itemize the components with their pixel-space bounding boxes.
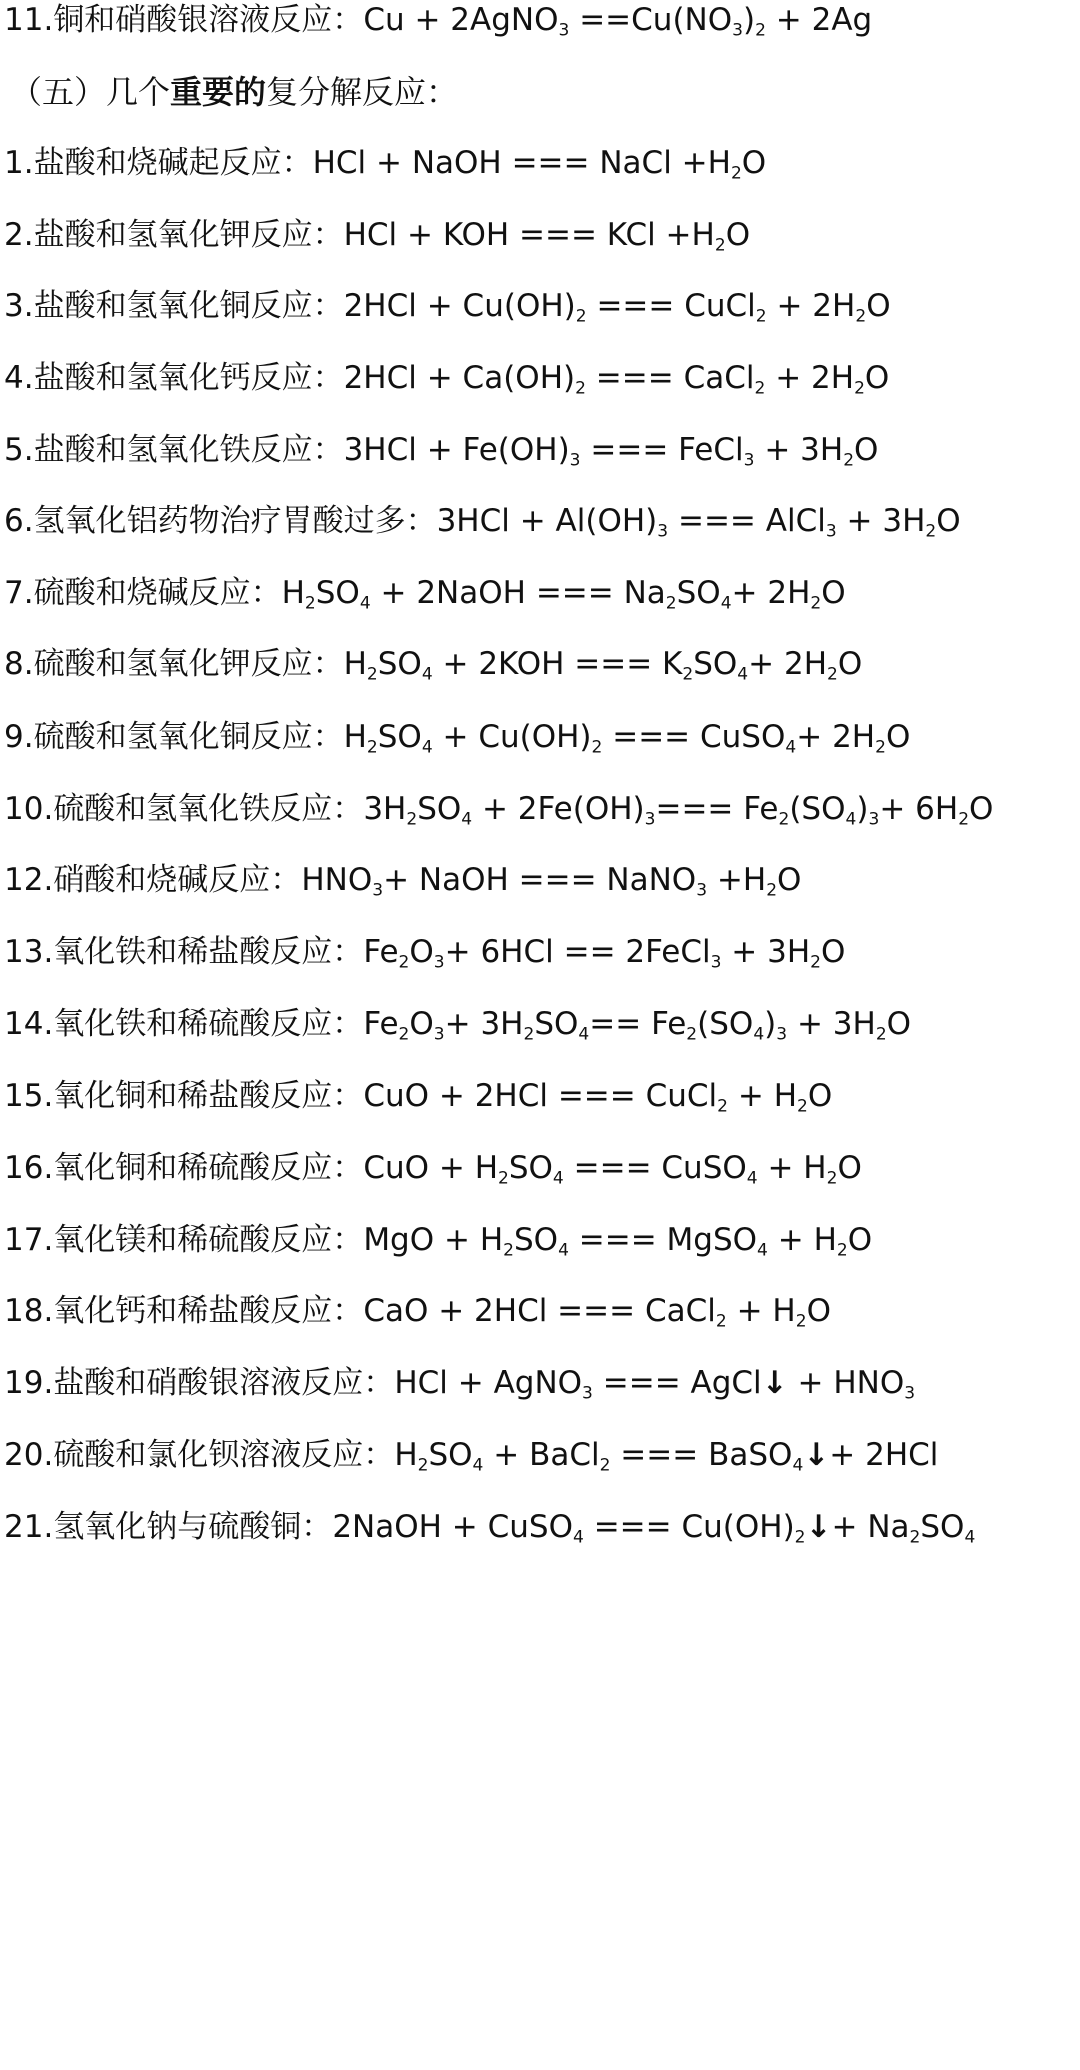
heading-emphasis: 重要的 bbox=[170, 73, 267, 111]
chemical-equation: $2HCl + Cu(OH)_2$ === CuCl$_2$ + $2H_2O$ bbox=[343, 288, 891, 327]
subscript: 2 bbox=[591, 737, 603, 758]
subscript: 2 bbox=[304, 593, 316, 614]
reaction-name: 硫酸和烧碱反应： bbox=[33, 575, 282, 611]
reaction-line bbox=[4, 205, 750, 265]
reaction-line bbox=[4, 1497, 975, 1557]
subscript: 2 bbox=[827, 664, 838, 685]
heading-suffix: 复分解反应： bbox=[266, 73, 459, 111]
reaction-number: 17. bbox=[4, 1222, 54, 1258]
reaction-name: 氢氧化钠与硫酸铜： bbox=[53, 1509, 333, 1545]
chemical-equation: CuO + $H_2SO_4$ === CuSO$_4$ + $H_2O$ bbox=[363, 1150, 862, 1189]
chemical-equation: $Fe_2O_3+ 3H_2SO_4== Fe_2(SO_4)_3 + 3H_2O$ bbox=[363, 1006, 912, 1045]
subscript: 4 bbox=[785, 737, 797, 758]
reaction-number: 7. bbox=[4, 575, 34, 611]
reaction-line bbox=[4, 922, 845, 982]
subscript: 2 bbox=[398, 1024, 410, 1045]
subscript: 3 bbox=[696, 880, 708, 901]
subscript: 2 bbox=[836, 1240, 848, 1261]
chemical-equation: $3HCl + Fe(OH)_3$ === FeCl$_3$ + $3H_2O$ bbox=[343, 432, 879, 471]
chemical-equation: $H_2SO_4 + 2KOH$ === $K_2SO_4+ 2H_2O$ bbox=[343, 646, 863, 685]
subscript: 2 bbox=[682, 664, 694, 685]
subscript: 4 bbox=[753, 1024, 765, 1045]
subscript: 2 bbox=[766, 880, 778, 901]
chemical-equation: CuO + 2HCl === CuCl$_2$ + $H_2O$ bbox=[363, 1078, 833, 1117]
subscript: 3 bbox=[433, 952, 445, 973]
reaction-name: 氧化钙和稀盐酸反应： bbox=[53, 1293, 364, 1329]
subscript: 4 bbox=[578, 1024, 590, 1045]
reaction-name: 硫酸和氯化钡溶液反应： bbox=[53, 1437, 395, 1473]
reaction-name: 氧化铜和稀硫酸反应： bbox=[53, 1150, 364, 1186]
reaction-number: 5. bbox=[4, 432, 34, 468]
subscript: 4 bbox=[746, 1168, 758, 1189]
subscript: 3 bbox=[558, 20, 570, 41]
subscript: 2 bbox=[958, 809, 970, 830]
reaction-number: 21. bbox=[4, 1509, 54, 1545]
chemical-equation: HCl + KOH === KCl $+H_2O$ bbox=[343, 217, 751, 256]
reaction-line bbox=[4, 1066, 832, 1126]
chemical-equation: HCl + AgNO$_3$ === AgCl↓ + $HNO_3$ bbox=[394, 1365, 916, 1404]
subscript: 4 bbox=[461, 809, 473, 830]
subscript: 3 bbox=[657, 521, 669, 542]
precipitate-arrow-icon: ↓ bbox=[761, 1365, 788, 1401]
reaction-name: 硫酸和氢氧化钾反应： bbox=[33, 646, 344, 682]
reaction-line bbox=[4, 634, 862, 694]
reaction-number: 4. bbox=[4, 360, 34, 396]
subscript: 2 bbox=[875, 1024, 887, 1045]
reaction-name: 盐酸和氢氧化铁反应： bbox=[33, 432, 344, 468]
chemical-equation: $Fe_2O_3+ 6HCl$ == 2FeCl$_3$ + $3H_2O$ bbox=[363, 934, 846, 973]
subscript: 2 bbox=[778, 809, 790, 830]
subscript: 4 bbox=[845, 809, 857, 830]
subscript: 2 bbox=[417, 1455, 429, 1476]
subscript: 3 bbox=[743, 450, 755, 471]
chemical-equation: $H_2SO_4$ + 2NaOH === $Na_2SO_4+ 2H_2O$ bbox=[281, 575, 846, 614]
subscript: 3 bbox=[582, 1383, 593, 1404]
reaction-number: 11. bbox=[4, 2, 54, 38]
subscript: 4 bbox=[964, 1527, 976, 1548]
reaction-number: 19. bbox=[4, 1365, 54, 1401]
reaction-line bbox=[4, 563, 846, 623]
subscript: 2 bbox=[715, 1311, 727, 1332]
subscript: 4 bbox=[573, 1527, 584, 1548]
subscript: 2 bbox=[575, 378, 586, 399]
reaction-name: 盐酸和硝酸银溶液反应： bbox=[53, 1365, 395, 1401]
reaction-number: 14. bbox=[4, 1006, 54, 1042]
chemical-equation: MgO + $H_2SO_4$ === MgSO$_4$ + $H_2O$ bbox=[363, 1222, 873, 1261]
reaction-line bbox=[4, 348, 889, 408]
subscript: 3 bbox=[732, 20, 743, 41]
reaction-name: 硫酸和氢氧化铁反应： bbox=[53, 791, 364, 827]
subscript: 4 bbox=[472, 1455, 484, 1476]
chemical-equation: $3H_2SO_4 + 2Fe(OH)_3=== Fe_2(SO_4)_3+ 6H_2O$ bbox=[363, 791, 994, 830]
reaction-number: 6. bbox=[4, 503, 34, 539]
subscript: 2 bbox=[717, 1096, 729, 1117]
subscript: 2 bbox=[398, 952, 410, 973]
reaction-line bbox=[4, 779, 993, 839]
reaction-line bbox=[4, 276, 891, 336]
subscript: 4 bbox=[792, 1455, 804, 1476]
subscript: 2 bbox=[575, 306, 587, 327]
subscript: 2 bbox=[498, 1168, 509, 1189]
subscript: 2 bbox=[665, 593, 677, 614]
precipitate-arrow-icon: ↓ bbox=[803, 1437, 830, 1473]
subscript: 2 bbox=[755, 306, 767, 327]
reaction-name: 盐酸和烧碱起反应： bbox=[33, 145, 313, 181]
reaction-number: 12. bbox=[4, 862, 54, 898]
subscript: 4 bbox=[421, 664, 433, 685]
chemical-equation: 2NaOH + CuSO$_4$ === $Cu(OH)_2↓+ Na_2SO_4$ bbox=[332, 1509, 976, 1548]
subscript: 2 bbox=[730, 163, 742, 184]
subscript: 2 bbox=[503, 1240, 514, 1261]
section-heading bbox=[10, 62, 458, 122]
reaction-line bbox=[4, 133, 766, 193]
subscript: 2 bbox=[795, 1311, 807, 1332]
reaction-number: 8. bbox=[4, 646, 34, 682]
reaction-name: 氧化铁和稀盐酸反应： bbox=[53, 934, 364, 970]
subscript: 3 bbox=[569, 450, 581, 471]
subscript: 3 bbox=[776, 1024, 788, 1045]
reaction-line bbox=[4, 1210, 872, 1270]
chemical-equation: $2HCl + Ca(OH)_2$ === CaCl$_2$ + $2H_2O$ bbox=[343, 360, 890, 399]
reaction-name: 氧化镁和稀硫酸反应： bbox=[53, 1222, 364, 1258]
chemical-equation: CaO + 2HCl === CaCl$_2$ + $H_2O$ bbox=[363, 1293, 831, 1332]
reaction-number: 1. bbox=[4, 145, 34, 181]
chemical-equation: $H_2SO_4$ + BaCl$_2$ === BaSO$_4$↓+ 2HCl bbox=[394, 1437, 939, 1476]
subscript: 2 bbox=[755, 20, 766, 41]
subscript: 2 bbox=[826, 1168, 838, 1189]
subscript: 2 bbox=[855, 306, 867, 327]
reaction-line bbox=[4, 1138, 862, 1198]
reaction-number: 15. bbox=[4, 1078, 54, 1114]
subscript: 2 bbox=[754, 378, 766, 399]
reaction-line bbox=[4, 420, 878, 480]
reaction-name: 氧化铜和稀盐酸反应： bbox=[53, 1078, 364, 1114]
reaction-name: 铜和硝酸银溶液反应： bbox=[53, 2, 364, 38]
precipitate-arrow-icon: ↓ bbox=[805, 1509, 832, 1545]
subscript: 2 bbox=[875, 737, 886, 758]
chemical-equation: HCl + NaOH === NaCl $+H_2O$ bbox=[312, 145, 767, 184]
subscript: 2 bbox=[686, 1024, 698, 1045]
subscript: 4 bbox=[720, 593, 732, 614]
subscript: 2 bbox=[797, 1096, 808, 1117]
subscript: 2 bbox=[810, 952, 821, 973]
chemical-equation: $H_2SO_4 + Cu(OH)_2$ === CuSO$_4$+ $2H_2O$ bbox=[343, 719, 911, 758]
subscript: 2 bbox=[909, 1527, 921, 1548]
subscript: 4 bbox=[552, 1168, 564, 1189]
heading-prefix: （五）几个 bbox=[10, 73, 171, 111]
reaction-number: 3. bbox=[4, 288, 34, 324]
reaction-line bbox=[4, 0, 872, 50]
reaction-name: 盐酸和氢氧化铜反应： bbox=[33, 288, 344, 324]
reaction-number: 18. bbox=[4, 1293, 54, 1329]
subscript: 4 bbox=[757, 1240, 768, 1261]
reaction-number: 13. bbox=[4, 934, 54, 970]
reaction-line bbox=[4, 1353, 915, 1413]
subscript: 4 bbox=[421, 737, 433, 758]
reaction-number: 20. bbox=[4, 1437, 54, 1473]
subscript: 2 bbox=[925, 521, 937, 542]
reaction-name: 氢氧化铝药物治疗胃酸过多： bbox=[33, 503, 437, 539]
subscript: 2 bbox=[366, 737, 378, 758]
subscript: 3 bbox=[904, 1383, 916, 1404]
subscript: 2 bbox=[810, 593, 822, 614]
reaction-number: 9. bbox=[4, 719, 34, 755]
chemical-equation: $HNO_3+$ NaOH === NaNO$_3$ $+H_2O$ bbox=[301, 862, 802, 901]
subscript: 4 bbox=[737, 664, 749, 685]
reaction-line bbox=[4, 994, 911, 1054]
reaction-line bbox=[4, 707, 910, 767]
subscript: 2 bbox=[406, 809, 418, 830]
subscript: 2 bbox=[854, 378, 865, 399]
subscript: 2 bbox=[794, 1527, 806, 1548]
subscript: 3 bbox=[644, 809, 656, 830]
reaction-line bbox=[4, 491, 961, 551]
reaction-name: 氧化铁和稀硫酸反应： bbox=[53, 1006, 364, 1042]
subscript: 2 bbox=[843, 450, 855, 471]
reaction-number: 16. bbox=[4, 1150, 54, 1186]
subscript: 3 bbox=[433, 1024, 445, 1045]
subscript: 2 bbox=[714, 235, 726, 256]
subscript: 2 bbox=[523, 1024, 535, 1045]
subscript: 3 bbox=[868, 809, 880, 830]
reaction-name: 盐酸和氢氧化钙反应： bbox=[33, 360, 344, 396]
reaction-line bbox=[4, 1425, 938, 1485]
reaction-line bbox=[4, 850, 801, 910]
subscript: 2 bbox=[599, 1455, 611, 1476]
subscript: 4 bbox=[558, 1240, 569, 1261]
reaction-name: 盐酸和氢氧化钾反应： bbox=[33, 217, 344, 253]
reaction-name: 硫酸和氢氧化铜反应： bbox=[33, 719, 344, 755]
subscript: 4 bbox=[359, 593, 371, 614]
reaction-name: 硝酸和烧碱反应： bbox=[53, 862, 302, 898]
subscript: 2 bbox=[366, 664, 378, 685]
subscript: 3 bbox=[372, 880, 384, 901]
subscript: 3 bbox=[710, 952, 722, 973]
reaction-number: 10. bbox=[4, 791, 54, 827]
reaction-line bbox=[4, 1281, 831, 1341]
chemical-equation: $3HCl + Al(OH)_3$ === AlCl$_3$ + $3H_2O$ bbox=[436, 503, 961, 542]
chemical-equation: Cu + 2AgNO$_3$ $==Cu(NO_3)_2 + 2Ag$ bbox=[363, 2, 873, 41]
reaction-number: 2. bbox=[4, 217, 34, 253]
subscript: 3 bbox=[825, 521, 837, 542]
